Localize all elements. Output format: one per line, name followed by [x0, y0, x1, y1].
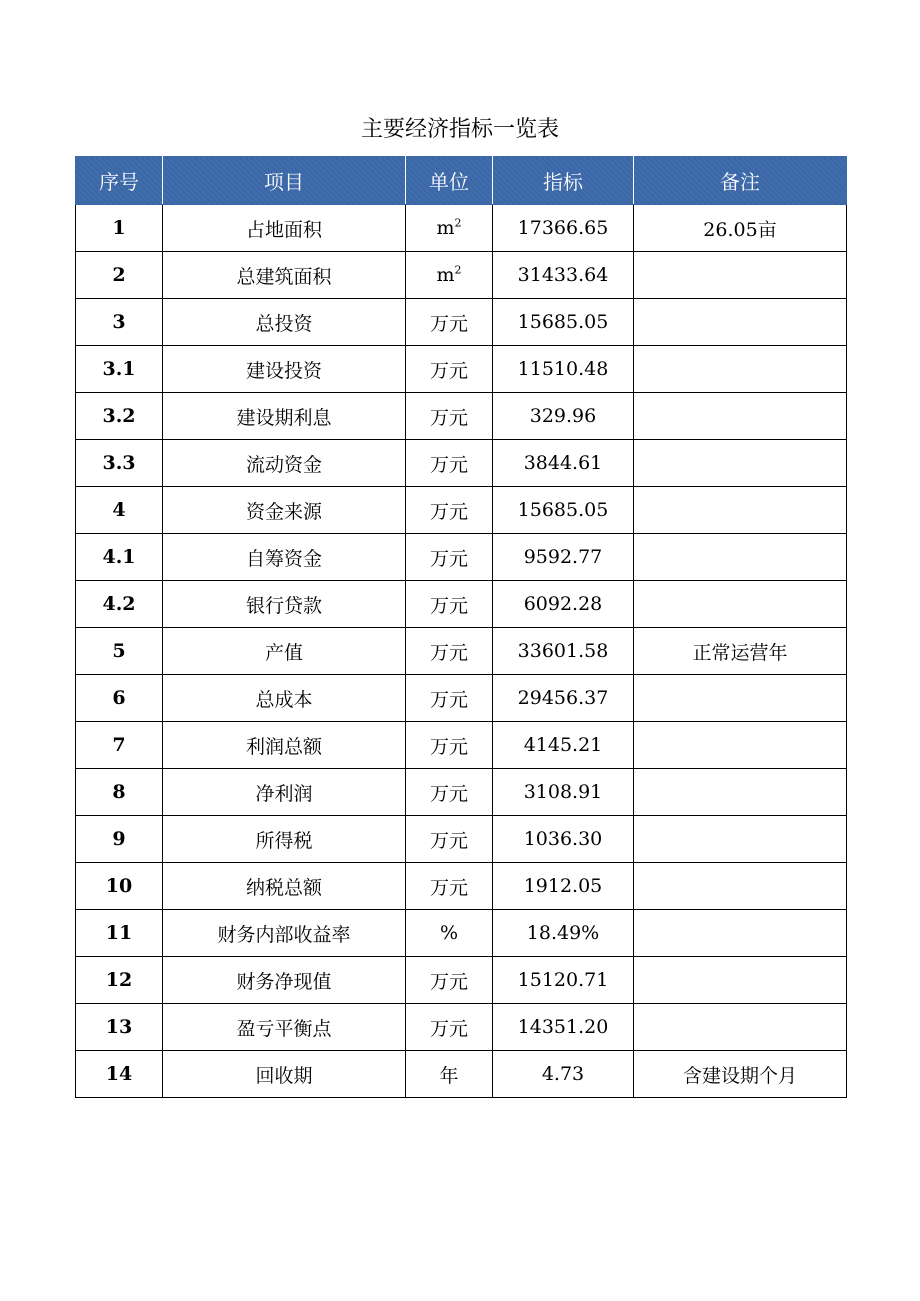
- header-value: 指标: [493, 157, 634, 205]
- row-index: 6: [76, 675, 163, 722]
- row-item: 自筹资金: [163, 534, 406, 581]
- row-unit: [406, 816, 493, 863]
- row-unit: [406, 393, 493, 440]
- row-item: 盈亏平衡点: [163, 1004, 406, 1051]
- row-item: 银行贷款: [163, 581, 406, 628]
- table-row: [76, 722, 847, 769]
- row-index: 4.1: [76, 534, 163, 581]
- row-value: 11510.48: [493, 346, 634, 393]
- row-value: 14351.20: [493, 1004, 634, 1051]
- row-index: 8: [76, 769, 163, 816]
- row-value: 3844.61: [493, 440, 634, 487]
- row-item: 总成本: [163, 675, 406, 722]
- row-item: 总投资: [163, 299, 406, 346]
- row-index: 3: [76, 299, 163, 346]
- row-value: 29456.37: [493, 675, 634, 722]
- unit-text: 万元: [429, 970, 468, 993]
- row-unit: [406, 957, 493, 1004]
- table-row: [76, 534, 847, 581]
- row-value: 15120.71: [493, 957, 634, 1004]
- row-value: 17366.65: [493, 205, 634, 252]
- row-unit: [406, 769, 493, 816]
- row-unit: [406, 487, 493, 534]
- table-row: [76, 205, 847, 252]
- row-index: 1: [76, 205, 163, 252]
- row-value: 31433.64: [493, 252, 634, 299]
- row-note: [634, 769, 847, 816]
- table-row: [76, 440, 847, 487]
- row-item: 所得税: [163, 816, 406, 863]
- row-value: 4145.21: [493, 722, 634, 769]
- row-unit: [406, 1051, 493, 1098]
- row-index: 12: [76, 957, 163, 1004]
- row-item: 利润总额: [163, 722, 406, 769]
- row-unit: [406, 581, 493, 628]
- unit-superscript: 2: [454, 216, 462, 230]
- row-unit: [406, 534, 493, 581]
- row-item: 纳税总额: [163, 863, 406, 910]
- header-item: 项目: [163, 157, 406, 205]
- unit-text: 年: [439, 1064, 459, 1087]
- row-note: [634, 1004, 847, 1051]
- row-item: 总建筑面积: [163, 252, 406, 299]
- table-row: [76, 1051, 847, 1098]
- table-row: [76, 393, 847, 440]
- table-row: [76, 346, 847, 393]
- row-note: 含建设期个月: [634, 1051, 847, 1098]
- row-note: [634, 957, 847, 1004]
- row-value: 15685.05: [493, 299, 634, 346]
- header-note: 备注: [634, 157, 847, 205]
- row-index: 2: [76, 252, 163, 299]
- unit-superscript: 2: [454, 263, 462, 277]
- row-unit: [406, 299, 493, 346]
- table-row: [76, 816, 847, 863]
- row-value: 329.96: [493, 393, 634, 440]
- row-item: 净利润: [163, 769, 406, 816]
- row-index: 13: [76, 1004, 163, 1051]
- row-note: 26.05亩: [634, 205, 847, 252]
- table-row: [76, 581, 847, 628]
- table-row: [76, 487, 847, 534]
- row-value: 1912.05: [493, 863, 634, 910]
- unit-text: m: [436, 217, 455, 239]
- row-unit: [406, 863, 493, 910]
- row-note: [634, 299, 847, 346]
- unit-text: 万元: [429, 312, 468, 335]
- row-index: 5: [76, 628, 163, 675]
- row-index: 9: [76, 816, 163, 863]
- unit-text: 万元: [429, 735, 468, 758]
- unit-text: 万元: [429, 688, 468, 711]
- row-item: 回收期: [163, 1051, 406, 1098]
- row-note: [634, 816, 847, 863]
- row-value: 6092.28: [493, 581, 634, 628]
- table-title: 主要经济指标一览表: [360, 117, 559, 142]
- row-index: 3.3: [76, 440, 163, 487]
- row-value: 18.49%: [493, 910, 634, 957]
- row-unit: [406, 628, 493, 675]
- row-value: 3108.91: [493, 769, 634, 816]
- table-row: [76, 299, 847, 346]
- table-row: [76, 769, 847, 816]
- row-index: 11: [76, 910, 163, 957]
- row-value: 1036.30: [493, 816, 634, 863]
- row-item: 资金来源: [163, 487, 406, 534]
- table-row: [76, 628, 847, 675]
- row-unit: [406, 346, 493, 393]
- unit-text: 万元: [429, 359, 468, 382]
- unit-text: 万元: [429, 453, 468, 476]
- table-body: [76, 205, 847, 1098]
- table-row: [76, 863, 847, 910]
- unit-text: 万元: [429, 500, 468, 523]
- header-unit: 单位: [406, 157, 493, 205]
- row-value: 4.73: [493, 1051, 634, 1098]
- economic-indicators-table: [75, 156, 847, 1098]
- row-index: 10: [76, 863, 163, 910]
- unit-text: 万元: [429, 406, 468, 429]
- row-note: [634, 487, 847, 534]
- row-note: [634, 910, 847, 957]
- table-row: [76, 1004, 847, 1051]
- row-note: [634, 534, 847, 581]
- row-note: [634, 440, 847, 487]
- row-value: 15685.05: [493, 487, 634, 534]
- unit-text: %: [439, 922, 459, 944]
- row-note: [634, 393, 847, 440]
- row-unit: [406, 205, 493, 252]
- row-note: [634, 675, 847, 722]
- row-note: [634, 346, 847, 393]
- row-item: 产值: [163, 628, 406, 675]
- row-unit: [406, 675, 493, 722]
- table-row: [76, 957, 847, 1004]
- row-item: 流动资金: [163, 440, 406, 487]
- unit-text: m: [436, 264, 455, 286]
- row-index: 4.2: [76, 581, 163, 628]
- row-note: [634, 863, 847, 910]
- row-item: 财务净现值: [163, 957, 406, 1004]
- row-item: 建设投资: [163, 346, 406, 393]
- row-index: 3.2: [76, 393, 163, 440]
- unit-text: 万元: [429, 1017, 468, 1040]
- header-index: 序号: [76, 157, 163, 205]
- unit-text: 万元: [429, 876, 468, 899]
- row-note: [634, 252, 847, 299]
- unit-text: 万元: [429, 782, 468, 805]
- unit-text: 万元: [429, 547, 468, 570]
- table-row: [76, 252, 847, 299]
- table-row: [76, 910, 847, 957]
- row-unit: [406, 440, 493, 487]
- row-note: [634, 581, 847, 628]
- row-item: 占地面积: [163, 205, 406, 252]
- row-index: 3.1: [76, 346, 163, 393]
- row-unit: [406, 910, 493, 957]
- row-unit: [406, 722, 493, 769]
- row-index: 4: [76, 487, 163, 534]
- row-unit: [406, 252, 493, 299]
- row-note: 正常运营年: [634, 628, 847, 675]
- row-index: 7: [76, 722, 163, 769]
- table-row: [76, 675, 847, 722]
- row-unit: [406, 1004, 493, 1051]
- unit-text: 万元: [429, 829, 468, 852]
- unit-text: 万元: [429, 641, 468, 664]
- row-item: 财务内部收益率: [163, 910, 406, 957]
- row-note: [634, 722, 847, 769]
- row-item: 建设期利息: [163, 393, 406, 440]
- unit-text: 万元: [429, 594, 468, 617]
- row-index: 14: [76, 1051, 163, 1098]
- table-header-row: [76, 157, 847, 205]
- row-value: 33601.58: [493, 628, 634, 675]
- row-value: 9592.77: [493, 534, 634, 581]
